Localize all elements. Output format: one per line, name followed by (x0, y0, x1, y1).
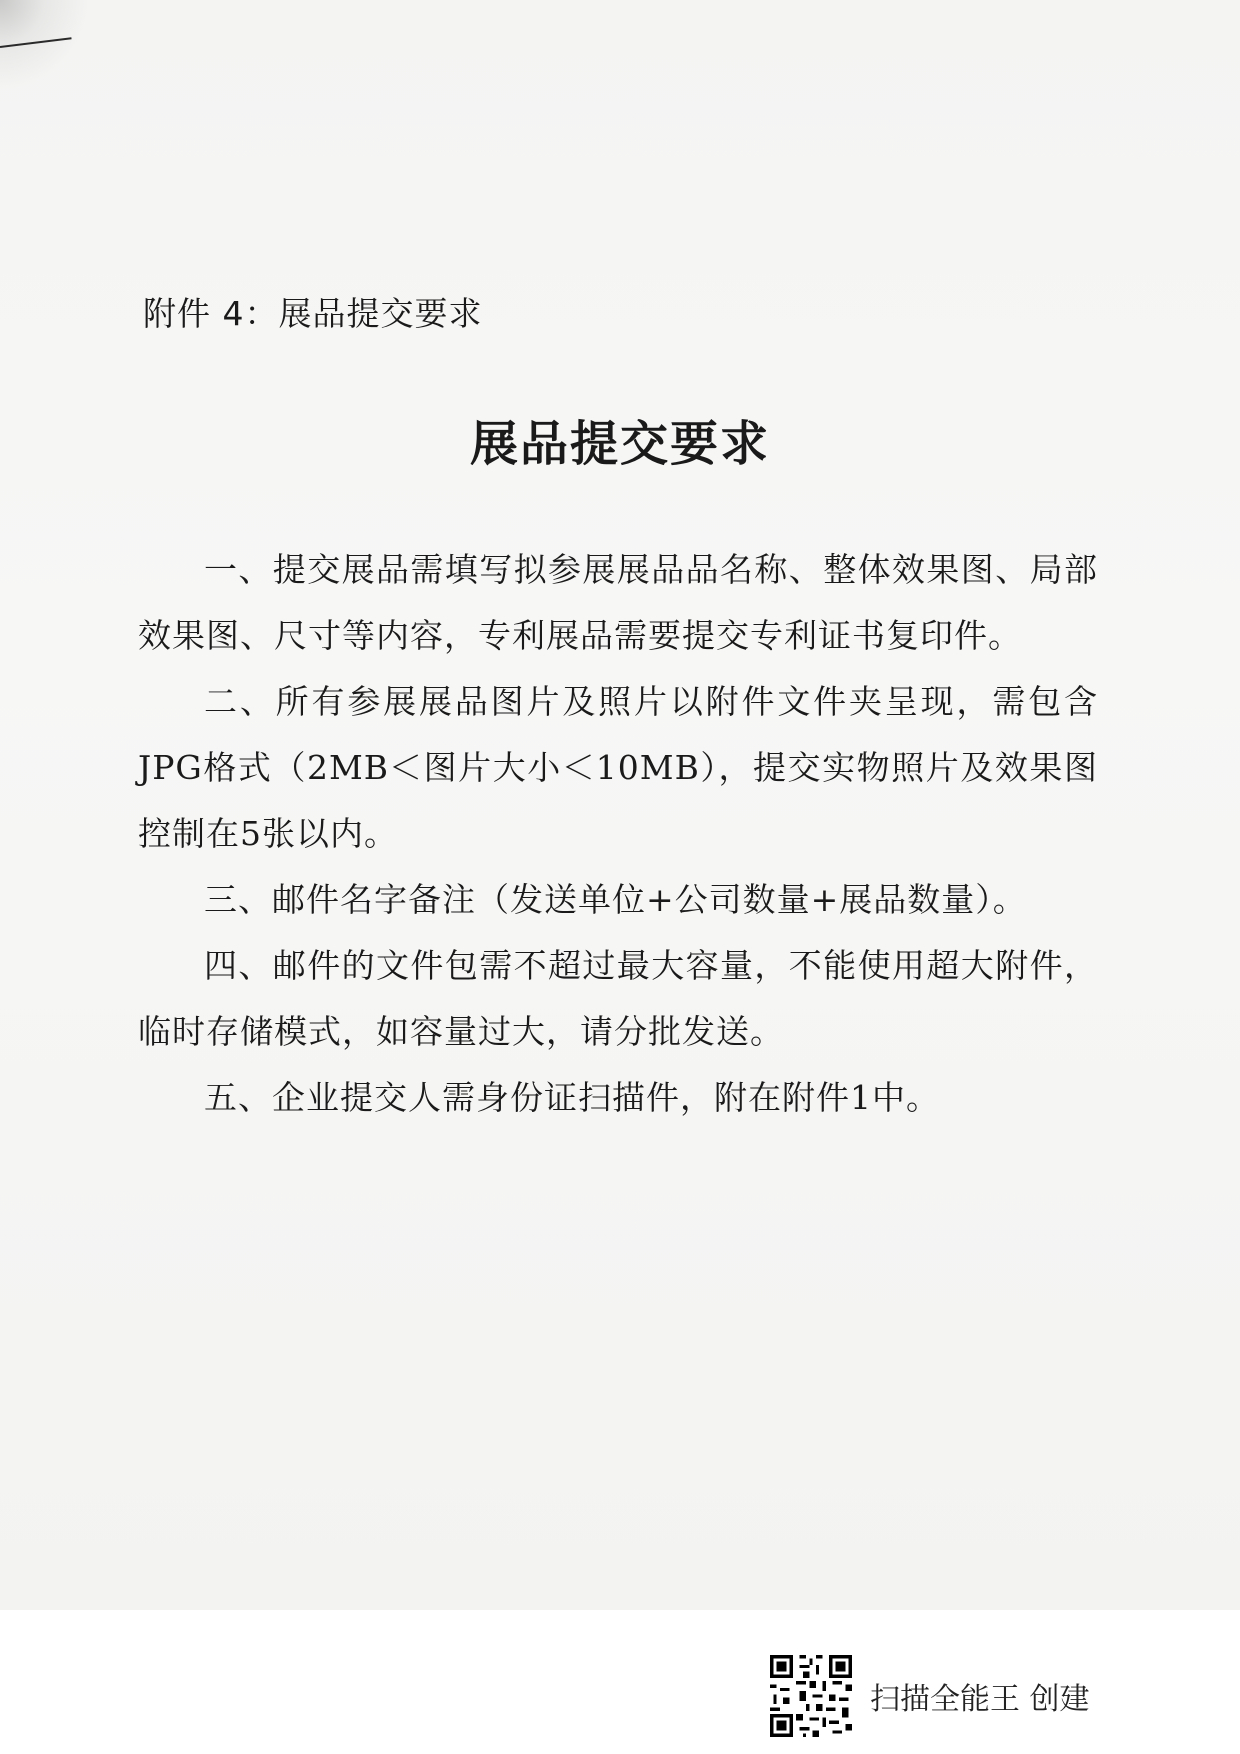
paragraph-4: 四、邮件的文件包需不超过最大容量，不能使用超大附件，临时存储模式，如容量过大，请分批发送。 (138, 946, 1098, 1051)
document-body (138, 537, 1098, 1131)
scanner-watermark (770, 1655, 1090, 1737)
paragraph-1: 一、提交展品需填写拟参展展品品名称、整体效果图、局部效果图、尺寸等内容，专利展品需要提交专利证书复印件。 (138, 550, 1098, 655)
attachment-label: 附件 4：展品提交要求 (143, 294, 483, 333)
paragraph-5: 五、企业提交人需身份证扫描件，附在附件1中。 (204, 1078, 940, 1117)
paragraph-2: 二、所有参展展品图片及照片以附件文件夹呈现，需包含JPG格式（2MB＜图片大小＜10MB），提交实物照片及效果图控制在5张以内。 (138, 682, 1098, 853)
watermark-text: 扫描全能王 创建 (870, 1682, 1090, 1717)
qr-code-icon (770, 1655, 852, 1737)
paragraph-3: 三、邮件名字备注（发送单位+公司数量+展品数量）。 (204, 880, 1027, 919)
document-title: 展品提交要求 (469, 416, 770, 472)
